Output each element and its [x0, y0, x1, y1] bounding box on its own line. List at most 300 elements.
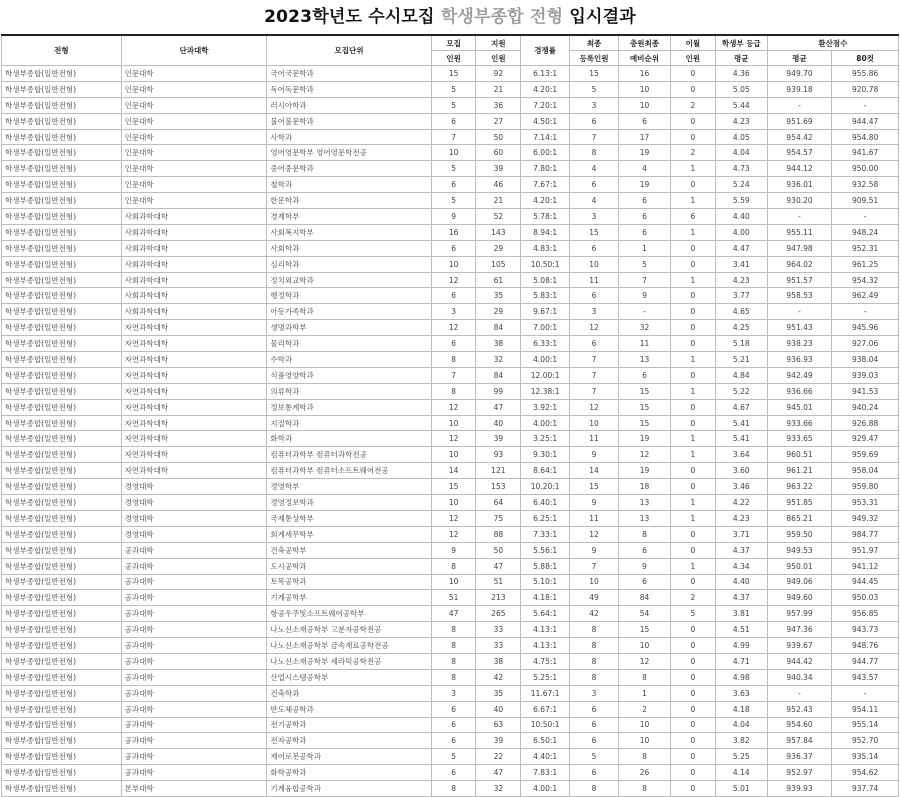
- cell-applicants: 39: [476, 431, 521, 447]
- cell-college: 인문대학: [121, 177, 267, 193]
- cell-competition: 4.20:1: [521, 193, 570, 209]
- cell-track: 학생부종합(일반전형): [2, 765, 122, 781]
- cell-score-80: 956.85: [832, 606, 899, 622]
- table-row: [2, 177, 899, 193]
- cell-quota: 15: [431, 479, 476, 495]
- cell-track: 학생부종합(일반전형): [2, 193, 122, 209]
- cell-department: 컴퓨터과학부 컴퓨터과학전공: [267, 447, 431, 463]
- cell-score-avg: 933.66: [767, 415, 832, 431]
- cell-final: 3: [570, 685, 619, 701]
- cell-competition: 10.20:1: [521, 479, 570, 495]
- cell-score-80: 961.25: [832, 256, 899, 272]
- cell-competition: 4.83:1: [521, 240, 570, 256]
- cell-carryover: 0: [671, 749, 716, 765]
- cell-final: 8: [570, 781, 619, 797]
- cell-carryover: 1: [671, 510, 716, 526]
- cell-carryover: 0: [671, 66, 716, 82]
- cell-carryover: 0: [671, 653, 716, 669]
- cell-applicants: 84: [476, 367, 521, 383]
- header-waitlist-2: 예비순위: [619, 51, 671, 66]
- cell-waitlist: 8: [619, 669, 671, 685]
- cell-department: 전자공학과: [267, 733, 431, 749]
- cell-competition: 4.75:1: [521, 653, 570, 669]
- cell-competition: 8.94:1: [521, 224, 570, 240]
- cell-quota: 8: [431, 622, 476, 638]
- cell-grade-avg: 4.51: [715, 622, 767, 638]
- cell-department: 지질학과: [267, 415, 431, 431]
- cell-waitlist: 1: [619, 240, 671, 256]
- cell-score-avg: 955.11: [767, 224, 832, 240]
- cell-final: 3: [570, 304, 619, 320]
- cell-score-80: 954.32: [832, 272, 899, 288]
- cell-college: 사회과학대학: [121, 272, 267, 288]
- cell-carryover: 1: [671, 558, 716, 574]
- cell-grade-avg: 3.82: [715, 733, 767, 749]
- cell-quota: 8: [431, 383, 476, 399]
- cell-competition: 4.50:1: [521, 113, 570, 129]
- cell-waitlist: 11: [619, 336, 671, 352]
- header-carryover-1: 이월: [671, 35, 716, 51]
- cell-final: 8: [570, 653, 619, 669]
- table-row: [2, 352, 899, 368]
- cell-grade-avg: 4.18: [715, 701, 767, 717]
- cell-competition: 5.64:1: [521, 606, 570, 622]
- cell-score-80: 950.00: [832, 161, 899, 177]
- cell-score-avg: 933.65: [767, 431, 832, 447]
- cell-final: 42: [570, 606, 619, 622]
- cell-quota: 6: [431, 717, 476, 733]
- cell-track: 학생부종합(일반전형): [2, 574, 122, 590]
- cell-department: 물리학과: [267, 336, 431, 352]
- table-row: [2, 336, 899, 352]
- cell-carryover: 2: [671, 97, 716, 113]
- table-row: [2, 765, 899, 781]
- cell-grade-avg: 3.81: [715, 606, 767, 622]
- cell-waitlist: 19: [619, 145, 671, 161]
- cell-track: 학생부종합(일반전형): [2, 781, 122, 797]
- cell-score-80: 937.74: [832, 781, 899, 797]
- cell-competition: 8.64:1: [521, 463, 570, 479]
- cell-score-avg: 954.42: [767, 129, 832, 145]
- cell-quota: 9: [431, 209, 476, 225]
- cell-quota: 15: [431, 66, 476, 82]
- cell-waitlist: 15: [619, 399, 671, 415]
- cell-applicants: 84: [476, 320, 521, 336]
- cell-quota: 5: [431, 81, 476, 97]
- header-track: 전형: [2, 35, 122, 66]
- cell-waitlist: 5: [619, 256, 671, 272]
- cell-final: 7: [570, 129, 619, 145]
- cell-carryover: 0: [671, 415, 716, 431]
- cell-college: 인문대학: [121, 129, 267, 145]
- cell-applicants: 105: [476, 256, 521, 272]
- cell-quota: 9: [431, 542, 476, 558]
- cell-carryover: 1: [671, 193, 716, 209]
- cell-grade-avg: 4.14: [715, 765, 767, 781]
- cell-college: 자연과학대학: [121, 336, 267, 352]
- cell-competition: 10.50:1: [521, 256, 570, 272]
- cell-carryover: 0: [671, 113, 716, 129]
- cell-carryover: 0: [671, 701, 716, 717]
- cell-department: 생명과학부: [267, 320, 431, 336]
- cell-score-avg: 949.60: [767, 590, 832, 606]
- cell-waitlist: 19: [619, 177, 671, 193]
- cell-applicants: 21: [476, 81, 521, 97]
- cell-applicants: 47: [476, 399, 521, 415]
- cell-competition: 5.83:1: [521, 288, 570, 304]
- cell-quota: 12: [431, 526, 476, 542]
- cell-carryover: 0: [671, 622, 716, 638]
- cell-applicants: 93: [476, 447, 521, 463]
- cell-quota: 10: [431, 495, 476, 511]
- cell-carryover: 0: [671, 256, 716, 272]
- table-row: [2, 367, 899, 383]
- cell-carryover: 0: [671, 336, 716, 352]
- table-row: [2, 415, 899, 431]
- cell-college: 인문대학: [121, 145, 267, 161]
- cell-score-avg: 930.20: [767, 193, 832, 209]
- cell-score-avg: 958.53: [767, 288, 832, 304]
- cell-college: 공과대학: [121, 574, 267, 590]
- cell-grade-avg: 3.64: [715, 447, 767, 463]
- table-row: [2, 113, 899, 129]
- header-applicants-2: 인원: [476, 51, 521, 66]
- cell-track: 학생부종합(일반전형): [2, 653, 122, 669]
- cell-waitlist: 9: [619, 558, 671, 574]
- cell-score-80: 920.78: [832, 81, 899, 97]
- cell-track: 학생부종합(일반전형): [2, 177, 122, 193]
- cell-competition: 5.08:1: [521, 272, 570, 288]
- cell-college: 자연과학대학: [121, 320, 267, 336]
- cell-applicants: 33: [476, 638, 521, 654]
- cell-score-80: -: [832, 685, 899, 701]
- table-row: [2, 590, 899, 606]
- cell-carryover: 0: [671, 399, 716, 415]
- cell-carryover: 5: [671, 606, 716, 622]
- cell-grade-avg: 4.34: [715, 558, 767, 574]
- table-row: [2, 240, 899, 256]
- cell-quota: 3: [431, 304, 476, 320]
- cell-quota: 51: [431, 590, 476, 606]
- cell-grade-avg: 5.18: [715, 336, 767, 352]
- cell-score-avg: 949.53: [767, 542, 832, 558]
- cell-score-avg: 939.93: [767, 781, 832, 797]
- cell-competition: 3.25:1: [521, 431, 570, 447]
- cell-score-avg: 960.51: [767, 447, 832, 463]
- cell-waitlist: 16: [619, 66, 671, 82]
- cell-department: 중어중문학과: [267, 161, 431, 177]
- cell-college: 인문대학: [121, 113, 267, 129]
- header-department: 모집단위: [267, 35, 431, 66]
- page-title: [0, 0, 900, 34]
- cell-final: 11: [570, 272, 619, 288]
- cell-score-80: 929.47: [832, 431, 899, 447]
- cell-applicants: 29: [476, 304, 521, 320]
- cell-track: 학생부종합(일반전형): [2, 145, 122, 161]
- cell-applicants: 36: [476, 97, 521, 113]
- table-row: [2, 479, 899, 495]
- cell-department: 정보통계학과: [267, 399, 431, 415]
- cell-score-avg: 954.57: [767, 145, 832, 161]
- cell-competition: 5.56:1: [521, 542, 570, 558]
- cell-department: 건축공학부: [267, 542, 431, 558]
- header-competition: 경쟁률: [521, 35, 570, 66]
- cell-carryover: 1: [671, 495, 716, 511]
- cell-applicants: 60: [476, 145, 521, 161]
- cell-waitlist: 54: [619, 606, 671, 622]
- cell-college: 공과대학: [121, 685, 267, 701]
- table-row: [2, 97, 899, 113]
- table-row: [2, 622, 899, 638]
- cell-college: 공과대학: [121, 638, 267, 654]
- cell-carryover: 0: [671, 479, 716, 495]
- cell-score-80: 944.77: [832, 653, 899, 669]
- header-waitlist-1: 충원최종: [619, 35, 671, 51]
- cell-grade-avg: 5.25: [715, 749, 767, 765]
- cell-track: 학생부종합(일반전형): [2, 383, 122, 399]
- cell-department: 컴퓨터과학부 컴퓨터소프트웨어전공: [267, 463, 431, 479]
- cell-waitlist: 4: [619, 161, 671, 177]
- cell-applicants: 21: [476, 193, 521, 209]
- cell-track: 학생부종합(일반전형): [2, 161, 122, 177]
- cell-quota: 10: [431, 145, 476, 161]
- cell-carryover: 0: [671, 733, 716, 749]
- cell-track: 학생부종합(일반전형): [2, 558, 122, 574]
- cell-score-80: 944.47: [832, 113, 899, 129]
- cell-final: 7: [570, 383, 619, 399]
- cell-grade-avg: 4.22: [715, 495, 767, 511]
- cell-waitlist: 10: [619, 81, 671, 97]
- table-row: [2, 558, 899, 574]
- cell-college: 자연과학대학: [121, 399, 267, 415]
- cell-score-80: 955.86: [832, 66, 899, 82]
- cell-final: 49: [570, 590, 619, 606]
- cell-score-avg: 939.18: [767, 81, 832, 97]
- cell-final: 15: [570, 224, 619, 240]
- cell-score-avg: 949.06: [767, 574, 832, 590]
- cell-score-avg: 936.93: [767, 352, 832, 368]
- cell-quota: 5: [431, 161, 476, 177]
- cell-department: 나노신소재공학부 금속재료공학전공: [267, 638, 431, 654]
- cell-track: 학생부종합(일반전형): [2, 622, 122, 638]
- cell-waitlist: 6: [619, 542, 671, 558]
- cell-score-avg: 957.99: [767, 606, 832, 622]
- table-row: [2, 256, 899, 272]
- cell-waitlist: 6: [619, 367, 671, 383]
- cell-final: 8: [570, 622, 619, 638]
- cell-track: 학생부종합(일반전형): [2, 510, 122, 526]
- cell-department: 산업시스템공학부: [267, 669, 431, 685]
- cell-waitlist: 12: [619, 447, 671, 463]
- cell-score-avg: 952.97: [767, 765, 832, 781]
- cell-waitlist: 6: [619, 209, 671, 225]
- cell-college: 인문대학: [121, 193, 267, 209]
- cell-college: 공과대학: [121, 590, 267, 606]
- cell-college: 사회과학대학: [121, 288, 267, 304]
- cell-carryover: 0: [671, 177, 716, 193]
- cell-grade-avg: 4.71: [715, 653, 767, 669]
- cell-carryover: 0: [671, 320, 716, 336]
- cell-department: 회계세무학부: [267, 526, 431, 542]
- cell-quota: 5: [431, 749, 476, 765]
- cell-department: 나노신소재공학부 세라믹공학전공: [267, 653, 431, 669]
- cell-quota: 12: [431, 399, 476, 415]
- cell-competition: 3.92:1: [521, 399, 570, 415]
- cell-competition: 6.00:1: [521, 145, 570, 161]
- cell-applicants: 39: [476, 161, 521, 177]
- cell-score-80: 940.24: [832, 399, 899, 415]
- table-row: [2, 129, 899, 145]
- table-row: [2, 733, 899, 749]
- cell-grade-avg: 3.63: [715, 685, 767, 701]
- cell-applicants: 32: [476, 781, 521, 797]
- cell-score-80: 945.96: [832, 320, 899, 336]
- cell-waitlist: 8: [619, 749, 671, 765]
- cell-score-avg: 950.01: [767, 558, 832, 574]
- cell-quota: 6: [431, 288, 476, 304]
- cell-grade-avg: 5.21: [715, 352, 767, 368]
- cell-grade-avg: 4.23: [715, 272, 767, 288]
- cell-carryover: 1: [671, 161, 716, 177]
- cell-grade-avg: 3.46: [715, 479, 767, 495]
- cell-track: 학생부종합(일반전형): [2, 352, 122, 368]
- table-row: [2, 399, 899, 415]
- cell-grade-avg: 4.37: [715, 542, 767, 558]
- cell-quota: 16: [431, 224, 476, 240]
- header-quota-1: 모집: [431, 35, 476, 51]
- cell-waitlist: 10: [619, 733, 671, 749]
- cell-track: 학생부종합(일반전형): [2, 717, 122, 733]
- cell-final: 9: [570, 495, 619, 511]
- cell-waitlist: 12: [619, 653, 671, 669]
- header-quota-2: 인원: [431, 51, 476, 66]
- cell-track: 학생부종합(일반전형): [2, 495, 122, 511]
- cell-score-80: 941.12: [832, 558, 899, 574]
- cell-applicants: 29: [476, 240, 521, 256]
- cell-track: 학생부종합(일반전형): [2, 288, 122, 304]
- cell-competition: 9.67:1: [521, 304, 570, 320]
- cell-score-80: 949.32: [832, 510, 899, 526]
- cell-applicants: 38: [476, 336, 521, 352]
- cell-department: 기계융합공학과: [267, 781, 431, 797]
- table-row: [2, 669, 899, 685]
- table-row: [2, 145, 899, 161]
- cell-score-80: 943.57: [832, 669, 899, 685]
- cell-grade-avg: 5.24: [715, 177, 767, 193]
- cell-competition: 4.13:1: [521, 638, 570, 654]
- cell-track: 학생부종합(일반전형): [2, 749, 122, 765]
- cell-grade-avg: 4.99: [715, 638, 767, 654]
- cell-department: 화학과: [267, 431, 431, 447]
- cell-score-80: 941.67: [832, 145, 899, 161]
- cell-waitlist: 2: [619, 701, 671, 717]
- table-row: [2, 749, 899, 765]
- cell-score-avg: 945.01: [767, 399, 832, 415]
- cell-department: 국어국문학과: [267, 66, 431, 82]
- cell-score-avg: 959.50: [767, 526, 832, 542]
- cell-track: 학생부종합(일반전형): [2, 272, 122, 288]
- cell-grade-avg: 3.71: [715, 526, 767, 542]
- cell-department: 영어영문학부 영어영문학전공: [267, 145, 431, 161]
- cell-score-avg: 936.66: [767, 383, 832, 399]
- cell-final: 6: [570, 701, 619, 717]
- cell-track: 학생부종합(일반전형): [2, 701, 122, 717]
- cell-score-80: 954.80: [832, 129, 899, 145]
- cell-quota: 8: [431, 638, 476, 654]
- table-row: [2, 447, 899, 463]
- cell-track: 학생부종합(일반전형): [2, 590, 122, 606]
- cell-grade-avg: 3.60: [715, 463, 767, 479]
- cell-college: 자연과학대학: [121, 367, 267, 383]
- cell-waitlist: 13: [619, 510, 671, 526]
- cell-competition: 9.30:1: [521, 447, 570, 463]
- cell-track: 학생부종합(일반전형): [2, 463, 122, 479]
- cell-carryover: 0: [671, 638, 716, 654]
- cell-college: 사회과학대학: [121, 224, 267, 240]
- cell-competition: 6.33:1: [521, 336, 570, 352]
- cell-department: 철학과: [267, 177, 431, 193]
- cell-college: 공과대학: [121, 669, 267, 685]
- cell-department: 경영정보학과: [267, 495, 431, 511]
- cell-waitlist: 19: [619, 463, 671, 479]
- cell-track: 학생부종합(일반전형): [2, 129, 122, 145]
- cell-waitlist: 6: [619, 574, 671, 590]
- cell-score-avg: 947.98: [767, 240, 832, 256]
- cell-grade-avg: 5.22: [715, 383, 767, 399]
- cell-final: 10: [570, 256, 619, 272]
- cell-applicants: 32: [476, 352, 521, 368]
- table-row: [2, 383, 899, 399]
- cell-score-avg: 949.70: [767, 66, 832, 82]
- cell-college: 자연과학대학: [121, 383, 267, 399]
- cell-final: 15: [570, 479, 619, 495]
- cell-score-80: 950.03: [832, 590, 899, 606]
- cell-carryover: 1: [671, 224, 716, 240]
- cell-final: 15: [570, 66, 619, 82]
- cell-score-avg: 957.84: [767, 733, 832, 749]
- table-row: [2, 304, 899, 320]
- cell-college: 사회과학대학: [121, 240, 267, 256]
- cell-final: 10: [570, 574, 619, 590]
- cell-waitlist: 10: [619, 97, 671, 113]
- cell-score-80: 954.11: [832, 701, 899, 717]
- cell-grade-avg: 4.98: [715, 669, 767, 685]
- cell-quota: 12: [431, 320, 476, 336]
- cell-college: 사회과학대학: [121, 304, 267, 320]
- cell-applicants: 47: [476, 765, 521, 781]
- cell-quota: 5: [431, 97, 476, 113]
- cell-carryover: 0: [671, 81, 716, 97]
- cell-score-80: 944.45: [832, 574, 899, 590]
- cell-college: 사회과학대학: [121, 209, 267, 225]
- cell-final: 3: [570, 209, 619, 225]
- cell-applicants: 38: [476, 653, 521, 669]
- cell-college: 공과대학: [121, 749, 267, 765]
- table-row: [2, 320, 899, 336]
- cell-score-avg: 865.21: [767, 510, 832, 526]
- header-score-avg: 평균: [767, 51, 832, 66]
- cell-score-avg: -: [767, 97, 832, 113]
- cell-applicants: 40: [476, 415, 521, 431]
- table-row: [2, 209, 899, 225]
- cell-college: 공과대학: [121, 717, 267, 733]
- cell-final: 6: [570, 240, 619, 256]
- cell-competition: 4.40:1: [521, 749, 570, 765]
- cell-carryover: 0: [671, 685, 716, 701]
- cell-grade-avg: 4.04: [715, 145, 767, 161]
- cell-final: 8: [570, 145, 619, 161]
- cell-waitlist: 10: [619, 717, 671, 733]
